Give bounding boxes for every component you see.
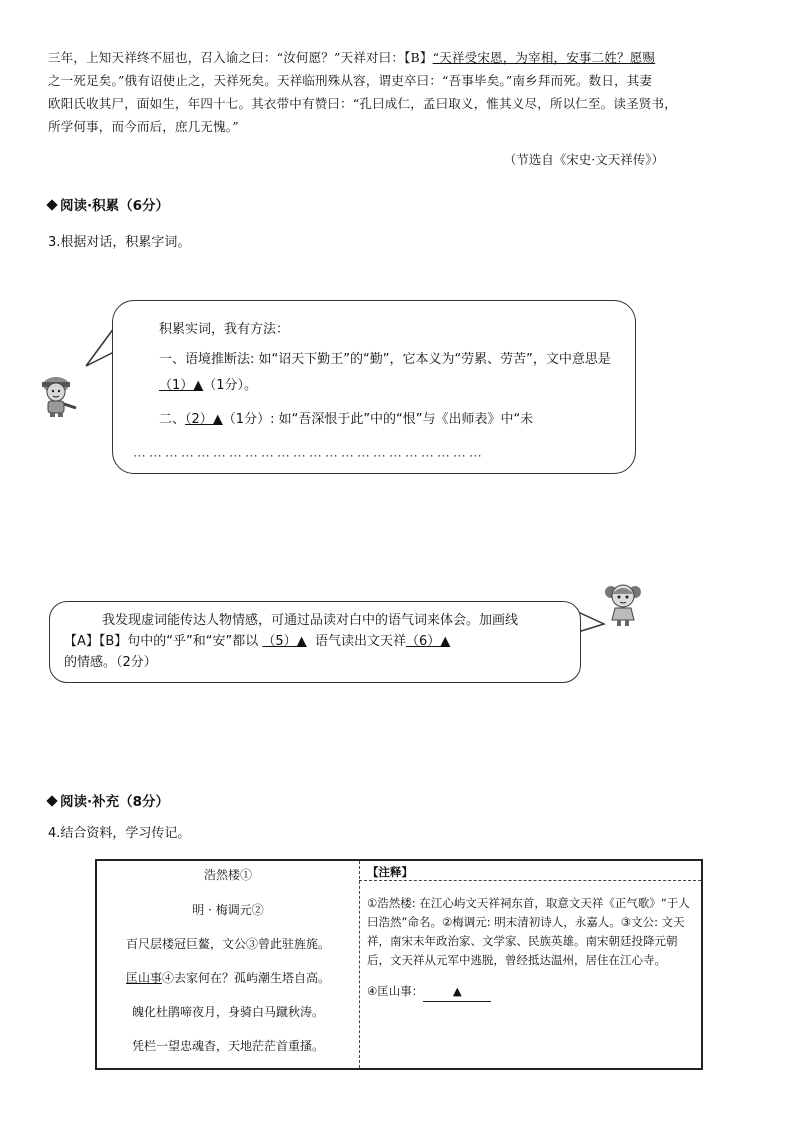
method-2-prefix: 二、 [159,412,186,427]
bubble2-line-2 [64,631,566,652]
column-divider [359,861,360,1068]
poem-line: 凭栏一望忠魂杳，天地茫茫首重搔。 [131,1039,324,1053]
bubble2-line-1: 我发现虚词能传达人物情感，可通过品读对白中的语气词来体会。加画线 [102,613,519,628]
bubble2-prefix: 【A】【B】句中的“乎”和“安”都以 [64,634,259,649]
source-citation: （节选自《宋史·文天祥传》） [503,152,664,167]
notes-column [367,863,695,1002]
bubble1-intro: 积累实词，我有方法： [159,322,290,337]
question-4: 4.结合资料，学习传记。 [48,826,191,841]
passage-line-3: 欧阳氏收其尸，面如生，年四十七。其衣带中有赞曰：“孔曰成仁，孟曰取义，惟其义尽，所以仁至。读圣贤书， [48,96,677,111]
underlined-term: 匡山事 [125,971,162,985]
bubble2-mid: 语气读出文天祥 [314,634,406,649]
answer-blank-2[interactable]: （2）▲ [185,412,223,427]
poem-author: 明 · 梅调元② [192,903,264,917]
answer-blank-1[interactable]: （1）▲ [159,378,204,393]
speech-bubble-1 [112,300,636,474]
diamond-bullet-icon [46,795,57,806]
underlined-quote: “天祥受宋恩，为宰相，安事二姓？愿赐 [432,50,656,65]
poem-line: 百尺层楼冠巨鳌，文公③曾此驻旌旄。 [125,937,330,951]
question-3: 3.根据对话，积累字词。 [48,235,191,250]
poem-column [97,865,359,1063]
poem-line [97,961,359,995]
diamond-bullet-icon [46,199,57,210]
section-heading-accumulate [48,194,169,214]
score-note: （1分）。 [203,378,258,393]
marker-b: 【B】 [404,50,433,65]
poem-line-rest: ④去家何在？孤屿潮生塔自高。 [162,971,331,985]
passage-line-2: 之一死足矣。”俄有诏使止之，天祥死矣。天祥临刑殊从容，谓吏卒曰：“吾事毕矣。”南乡拜而死。数日，其妻 [48,73,653,88]
passage-line-1 [48,46,750,69]
answer-blank-5[interactable]: （5）▲ [262,634,307,649]
bubble1-method-2 [133,407,613,433]
section-title: 阅读·积累（6分） [60,198,170,214]
answer-blank-6[interactable]: （6）▲ [405,634,451,649]
note-4 [367,982,695,1002]
passage-text: 三年，上知天祥终不屈也，召入谕之曰：“汝何愿？”天祥对曰： [48,50,405,65]
notes-title: 【注释】 [367,865,413,879]
notes-body: ①浩然楼: 在江心屿文天祥祠东首，取意文天祥《正气歌》“于人曰浩然”命名。②梅调元: 明末清初诗人，永嘉人。③文公: 文天祥，南宋末年政治家、文学家、民族英雄。南宋朝廷投降元朝后，文天祥从元军中逃脱，曾经抵达温州，居住在江心寺。 [367,896,690,967]
cut-off-text: ⋯⋯⋯⋯⋯⋯⋯⋯⋯⋯⋯⋯⋯⋯⋯⋯⋯⋯⋯⋯⋯⋯ [133,449,485,464]
speech-bubble-2 [49,601,581,683]
material-table [95,859,703,1070]
answer-blank-note4[interactable]: ▲ [423,982,491,1002]
passage-line-4: 所学何事，而今而后，庶几无愧。” [48,119,239,134]
note-4-label: ④匡山事： [367,984,424,998]
poem-line: 魄化杜鹃啼夜月，身骑白马蹴秋涛。 [131,1005,324,1019]
poem-title: 浩然楼① [203,868,252,882]
section-heading-supplement [48,790,169,810]
bubble1-method-1 [133,347,613,399]
method-2-text: （1分）: 如“吾深恨于此”中的“恨”与《出师表》中“未 [222,412,534,427]
boy-cartoon-icon [36,372,82,418]
section-title: 阅读·补充（8分） [60,794,170,810]
bubble2-line-3: 的情感。（2分） [64,655,157,670]
passage [48,46,750,138]
method-1-text: 一、语境推断法: 如“诏天下勤王”的“勤”，它本义为“劳累、劳苦”，文中意思是 [159,352,611,367]
girl-cartoon-icon [604,580,642,628]
